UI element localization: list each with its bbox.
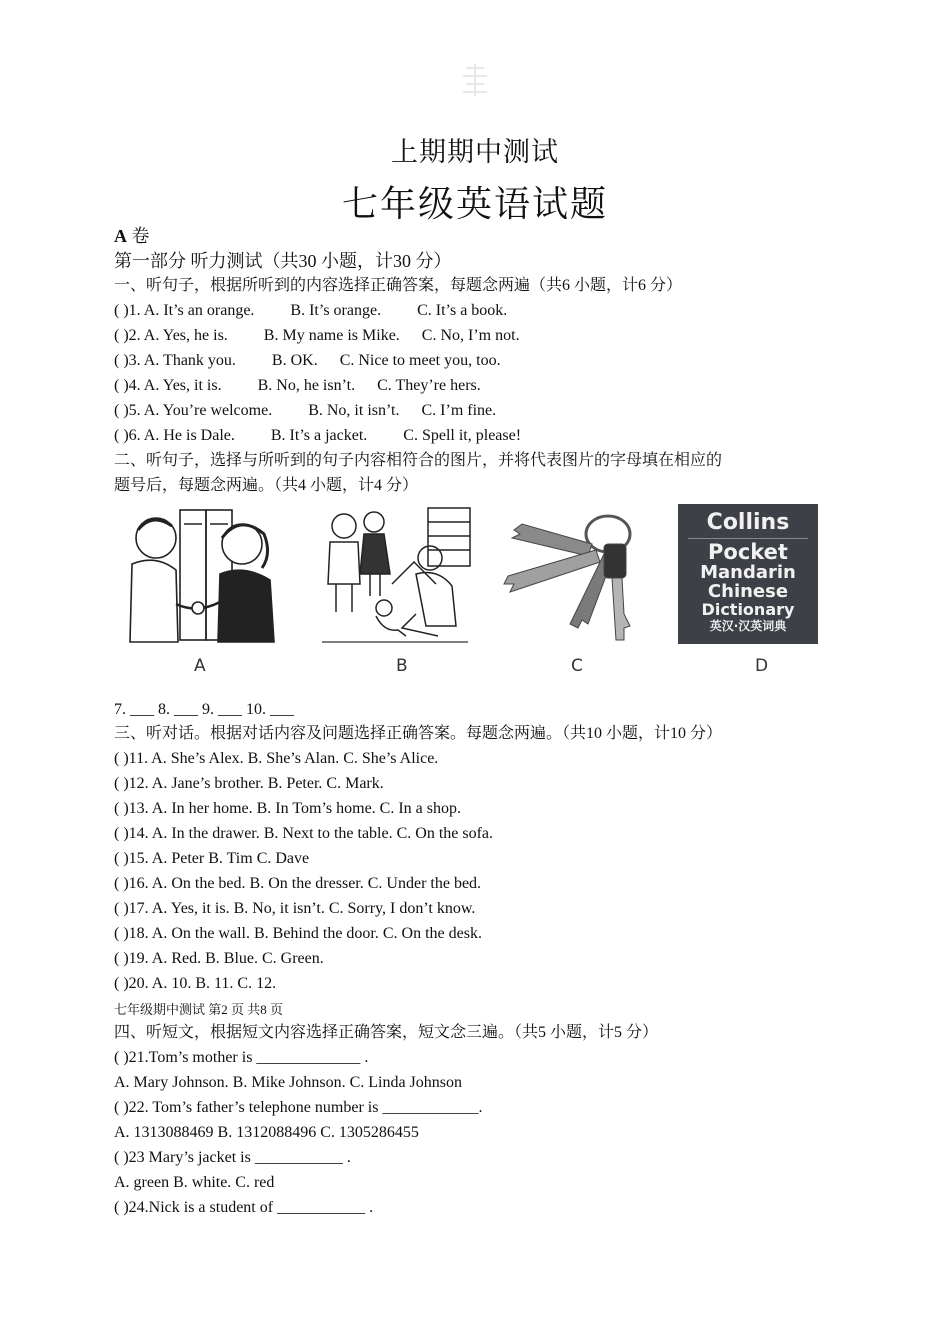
watermark-logo-icon bbox=[458, 62, 492, 98]
dictionary-brand: Collins bbox=[706, 510, 790, 535]
question-row: ( )14. A. In the drawer. B. Next to the table. C. On the sofa. bbox=[114, 825, 494, 842]
picture-label-d: D bbox=[755, 656, 769, 676]
question-row: ( )22. Tom’s father’s telephone number is ____________. bbox=[114, 1099, 483, 1116]
question-row: ( )13. A. In her home. B. In Tom’s home. C. In a shop. bbox=[114, 800, 461, 817]
question-row: ( )18. A. On the wall. B. Behind the door. C. On the desk. bbox=[114, 925, 482, 942]
volume-heading bbox=[114, 226, 150, 246]
dictionary-line-dictionary: Dictionary bbox=[701, 600, 795, 619]
question-row: ( )5. A. You’re welcome. B. No, it isn’t. C. I’m fine. bbox=[114, 402, 497, 419]
question-row: ( )20. A. 10. B. 11. C. 12. bbox=[114, 975, 277, 992]
exam-title: 上期期中测试 bbox=[391, 137, 559, 167]
question-row: ( )1. A. It’s an orange. B. It’s orange. C. It’s a book. bbox=[114, 302, 508, 319]
volume-label: 卷 bbox=[131, 226, 150, 246]
question-row: ( )21.Tom’s mother is _____________ . bbox=[114, 1049, 369, 1066]
dictionary-line-chinese-title: 英汉·汉英词典 bbox=[709, 619, 787, 633]
question-row: ( )15. A. Peter B. Tim C. Dave bbox=[114, 850, 310, 867]
question-row: ( )12. A. Jane’s brother. B. Peter. C. Mark. bbox=[114, 775, 384, 792]
exam-subtitle: 七年级英语试题 bbox=[341, 184, 608, 224]
dictionary-line-pocket: Pocket bbox=[708, 540, 788, 564]
part1-title: 第一部分 听力测试（共30 小题，计30 分） bbox=[114, 251, 452, 271]
options-row: A. Mary Johnson. B. Mike Johnson. C. Linda Johnson bbox=[114, 1074, 463, 1091]
question-row: ( )3. A. Thank you. B. OK. C. Nice to meet you, too. bbox=[114, 352, 501, 369]
question-row: ( )24.Nick is a student of ___________ . bbox=[114, 1199, 374, 1216]
question-row: ( )23 Mary’s jacket is ___________ . bbox=[114, 1149, 351, 1166]
picture-label-b: B bbox=[396, 656, 408, 676]
section2-title-line2: 题号后，每题念两遍。（共4 小题，计4 分） bbox=[114, 477, 419, 494]
section1-title: 一、听句子，根据所听到的内容选择正确答案，每题念两遍（共6 小题，计6 分） bbox=[114, 277, 683, 294]
picture-label-c: C bbox=[571, 656, 583, 676]
section4-title: 四、听短文，根据短文内容选择正确答案，短文念三遍。（共5 小题，计5 分） bbox=[114, 1024, 659, 1041]
dictionary-line-chinese: Chinese bbox=[707, 581, 789, 602]
volume-letter: A bbox=[114, 226, 127, 246]
question-row: ( )17. A. Yes, it is. B. No, it isn’t. C. Sorry, I don’t know. bbox=[114, 900, 476, 917]
dictionary-line-mandarin: Mandarin bbox=[700, 562, 796, 583]
handshake-illustration-icon bbox=[122, 504, 282, 646]
section2-answers: 7. ___ 8. ___ 9. ___ 10. ___ bbox=[114, 701, 294, 718]
section2-title-line1: 二、听句子，选择与所听到的句子内容相符合的图片，并将代表图片的字母填在相应的 bbox=[114, 452, 723, 469]
keys-photo-icon bbox=[492, 504, 650, 646]
question-row: ( )4. A. Yes, it is. B. No, he isn’t. C. They’re hers. bbox=[114, 377, 481, 394]
options-row: A. green B. white. C. red bbox=[114, 1174, 275, 1191]
page-footer: 七年级期中测试 第2 页 共8 页 bbox=[114, 1002, 284, 1017]
family-baby-illustration-icon bbox=[318, 504, 474, 646]
question-row: ( )11. A. She’s Alex. B. She’s Alan. C. She’s Alice. bbox=[114, 750, 439, 767]
question-row: ( )6. A. He is Dale. B. It’s a jacket. C. Spell it, please! bbox=[114, 427, 522, 444]
dictionary-photo-icon bbox=[678, 504, 818, 644]
question-row: ( )19. A. Red. B. Blue. C. Green. bbox=[114, 950, 324, 967]
options-row: A. 1313088469 B. 1312088496 C. 1305286455 bbox=[114, 1124, 419, 1141]
section3-title: 三、听对话。根据对话内容及问题选择正确答案。每题念两遍。（共10 小题，计10 分） bbox=[114, 725, 723, 742]
question-row: ( )16. A. On the bed. B. On the dresser. C. Under the bed. bbox=[114, 875, 482, 892]
question-row: ( )2. A. Yes, he is. B. My name is Mike. C. No, I’m not. bbox=[114, 327, 520, 344]
picture-label-a: A bbox=[194, 656, 206, 676]
